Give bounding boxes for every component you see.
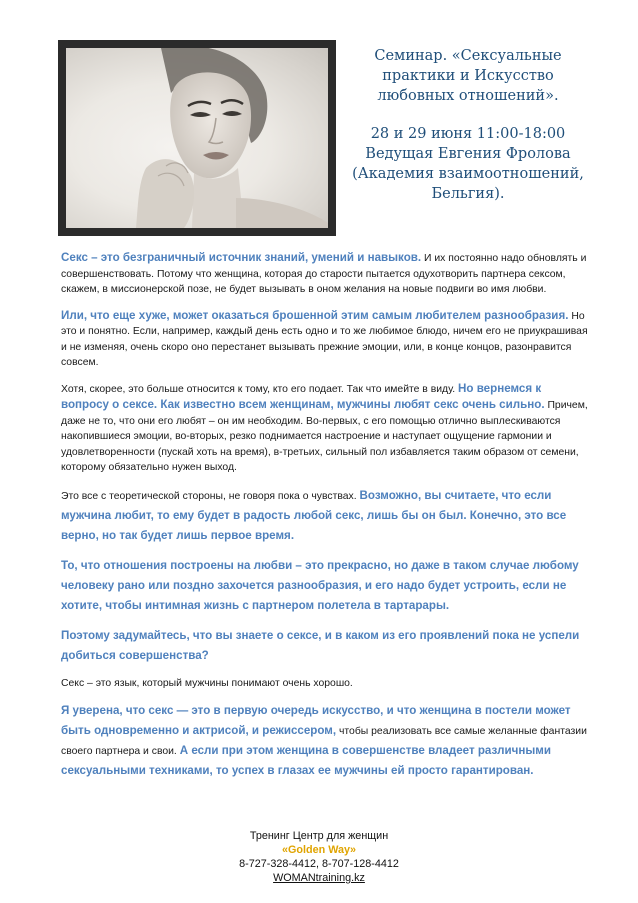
body-text: Это все с теоретической стороны, не говоря пока о чувствах. — [61, 490, 360, 502]
body-text: Но это и понятно. Если, например, каждый день есть одно и то же любимое блюдо, ничем его не приукрашивая и не изменяя, очень скоро оно перестанет вызывать прежние эмоции, или, в конце концов, разонравится совсем. — [61, 310, 588, 368]
highlight-text: Секс – это безграничный источник знаний, умений и навыков. — [61, 251, 422, 264]
paragraph-5 — [61, 556, 591, 616]
highlight-text: Или, что еще хуже, может оказаться брошенной этим самым любителем разнообразия. — [61, 308, 569, 322]
body-text: И их постоянно надо обновлять и совершенствовать. Потому что женщина, которая до старости пытается одухотворить партнера сексом, скажем, в миссионерской позе, не будет вызывать в оном желания на новые подвиги во имя любви. — [61, 253, 587, 295]
header-photo-frame — [58, 40, 336, 236]
woman-portrait-image — [66, 48, 328, 228]
footer-website-link[interactable]: WOMANtraining.kz — [273, 872, 365, 884]
portrait-illustration — [66, 48, 328, 228]
paragraph-6 — [61, 626, 591, 666]
highlight-text: А если при этом женщина в совершенстве владеет различными сексуальными техниками, то успех в глазах ее мужчины ей просто гарантирован. — [61, 744, 551, 777]
seminar-title: Семинар. «Сексуальные практики и Искусство любовных отношений». — [374, 48, 562, 104]
highlight-text: Я уверена, что секс — это в первую очередь искусство, и что женщина в постели может быть одновременно и актрисой, и режиссером, — [61, 704, 571, 737]
highlight-text: Но вернемся к вопросу о сексе. Как известно всем женщинам, мужчины любят секс очень сильно. — [61, 381, 545, 411]
article-body — [61, 250, 591, 791]
paragraph-2 — [61, 308, 591, 371]
seminar-header — [342, 46, 594, 204]
body-text: Секс – это язык, который мужчины понимают очень хорошо. — [61, 677, 353, 689]
paragraph-8 — [61, 701, 591, 781]
paragraph-1 — [61, 250, 591, 298]
paragraph-3 — [61, 381, 591, 476]
body-text: чтобы реализовать все самые желанные фантазии своего партнера и свои. — [61, 726, 587, 757]
paragraph-4 — [61, 486, 591, 546]
footer-phones: 8-727-328-4412, 8-707-128-4412 — [239, 858, 399, 870]
highlight-text: Возможно, вы считаете, что если мужчина любит, то ему будет в радость любой секс, лишь бы он был. Конечно, это все верно, но так будет лишь первое время. — [61, 488, 567, 542]
highlight-text: То, что отношения построены на любви – это прекрасно, но даже в таком случае любому человеку рано или поздно захочется разнообразия, и его надо будет устроить, если не хотите, чтобы интимная жизнь с партнером полетела в тартарары. — [61, 558, 579, 612]
body-text: Причем, даже не то, что они его любят – он им необходим. Во-первых, с его помощью отлично выплескиваются накопившиеся эмоции, во-вторых, резко поднимается настроение и наступает ощущение гармонии и удовлетворенности (пускай хоть на время), в-третьих, сильный пол избавляется таким образом от семени, которому обязательно нужен выход. — [61, 400, 588, 473]
footer-center-name: Тренинг Центр для женщин — [249, 830, 389, 842]
footer-contacts — [0, 829, 638, 885]
highlight-text: Поэтому задумайтесь, что вы знаете о сексе, и в каком из его проявлений пока не успели добиться совершенства? — [61, 628, 580, 662]
seminar-host: Ведущая Евгения Фролова — [365, 146, 571, 162]
seminar-organization: (Академия взаимоотношений, Бельгия). — [352, 166, 584, 202]
footer-brand: «Golden Way» — [282, 844, 356, 856]
seminar-date-time: 28 и 29 июня 11:00-18:00 — [370, 126, 566, 142]
body-text: Хотя, скорее, это больше относится к тому, кто его подает. Так что имейте в виду. — [61, 383, 459, 395]
paragraph-7 — [61, 676, 591, 692]
